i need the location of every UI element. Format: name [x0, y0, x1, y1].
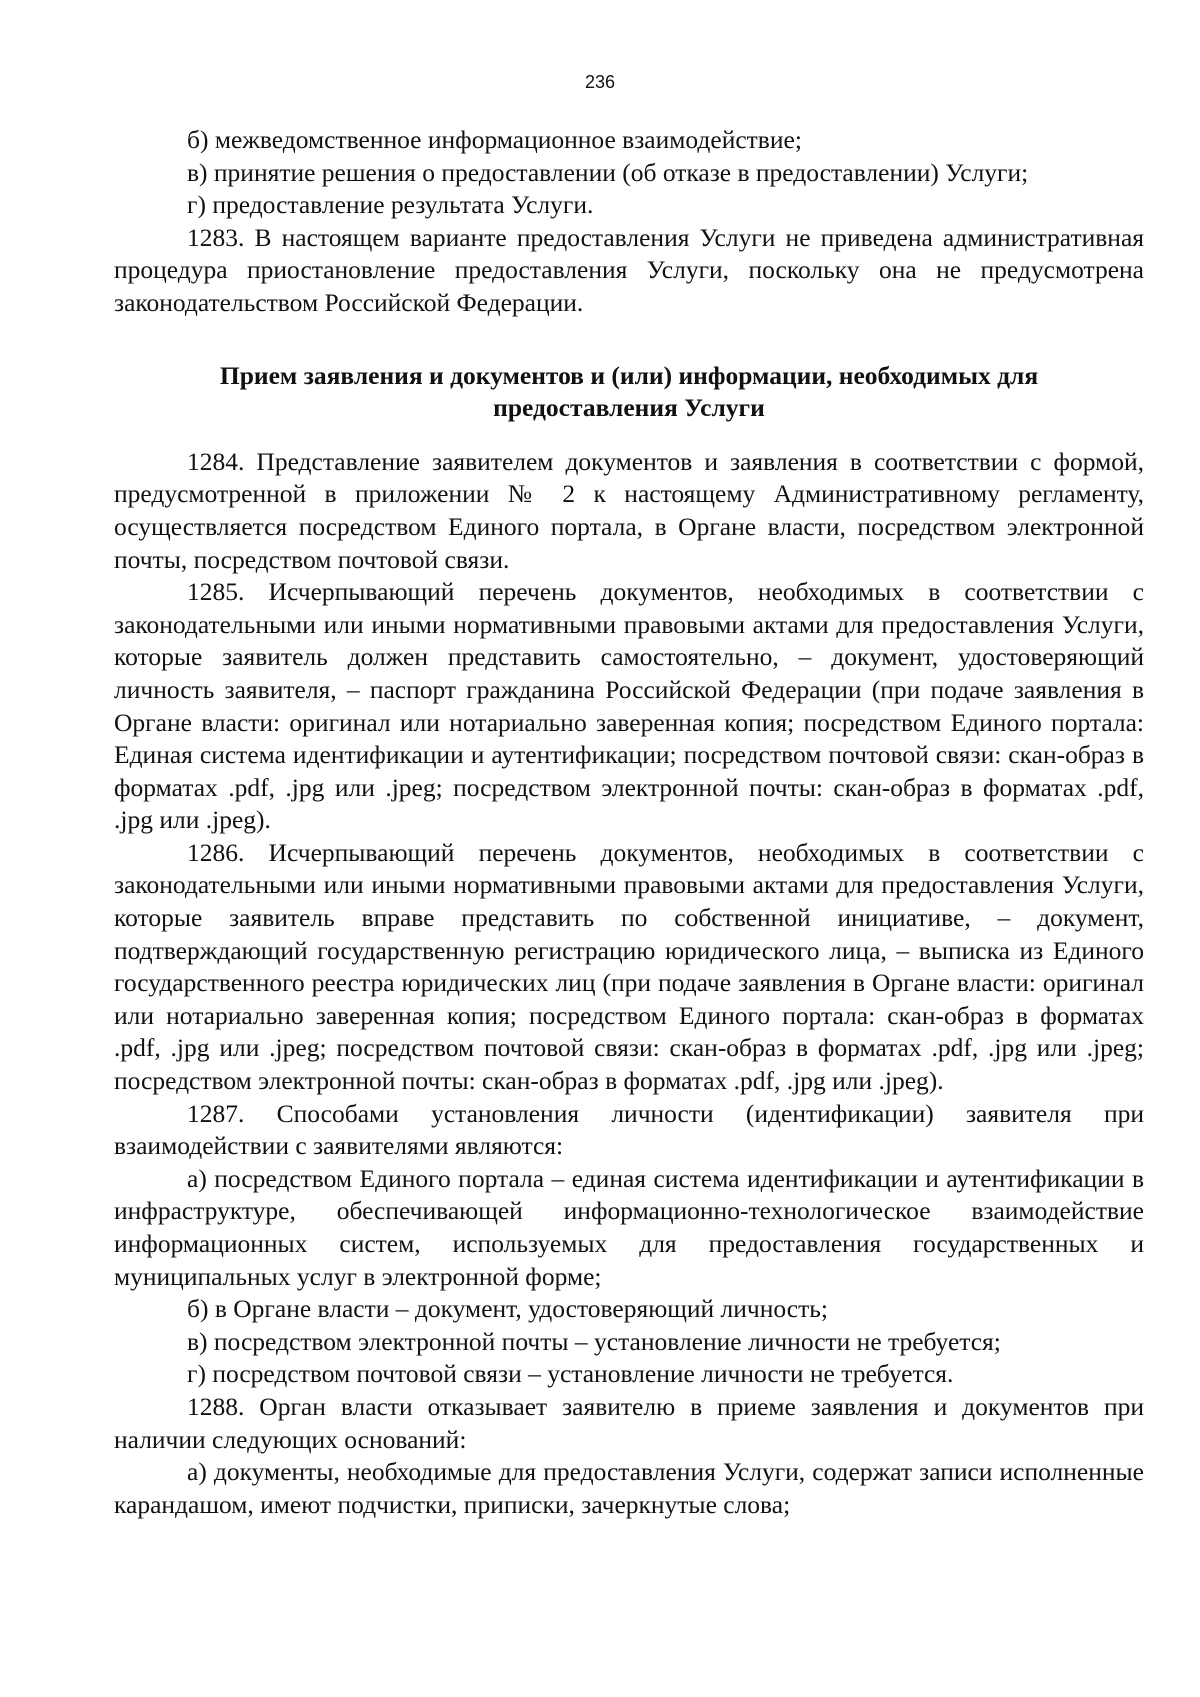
paragraph-1288: 1288. Орган власти отказывает заявителю в приеме заявления и документов при наличии следующих оснований:: [114, 1391, 1144, 1454]
paragraph-1288-a: а) документы, необходимые для предоставления Услуги, содержат записи исполненные карандашом, имеют подчистки, приписки, зачеркнутые слова;: [114, 1457, 1144, 1519]
paragraph-1286: 1286. Исчерпывающий перечень документов, необходимых в соответствии с законодательными или иными нормативными правовыми актами для предоставления Услуги, которые заявитель вправе представить по собственной инициативе, – документ, подтверждающий государственную регистрацию юридического лица, – выписка из Единого государственного реестра юридических лиц (при подаче заявления в Органе власти: оригинал или нотариально заверенная копия; посредством Единого портала: скан-образ в форматах .pdf, .jpg или .jpeg; посредством почтовой связи: скан-образ в форматах .pdf, .jpg или .jpeg; посредством электронной почты: скан-образ в форматах .pdf, .jpg или .jpeg).: [114, 837, 1144, 1096]
paragraph-1287-a: а) посредством Единого портала – единая система идентификации и аутентификации в инфраструктуре, обеспечивающей информационно-технологическое взаимодействие информационных систем, используемых для предоставления государственных и муниципальных услуг в электронной форме;: [114, 1163, 1144, 1291]
paragraph-1287-b: б) в Органе власти – документ, удостоверяющий личность;: [187, 1294, 828, 1324]
paragraph-1287-g: г) посредством почтовой связи – установление личности не требуется.: [187, 1359, 954, 1389]
heading-spacer: [114, 425, 1144, 446]
paragraph-1284: 1284. Представление заявителем документов и заявления в соответствии с формой, предусмотренной в приложении № 2 к настоящему Административному регламенту, осуществляется посредством Единого портала, в Органе власти, посредством электронной почты, посредством почтовой связи.: [114, 446, 1144, 574]
page-content: [114, 124, 1144, 1521]
section-heading-line-1: Прием заявления и документов и (или) информации, необходимых для: [219, 360, 1039, 390]
paragraph-1283: 1283. В настоящем варианте предоставления Услуги не приведена административная процедура приостановление предоставления Услуги, поскольку она не предусмотрена законодательством Российской Федерации.: [114, 222, 1144, 317]
paragraph-item-g: г) предоставление результата Услуги.: [187, 190, 594, 220]
paragraph-1287: 1287. Способами установления личности (идентификации) заявителя при взаимодействии с заявителями являются:: [114, 1098, 1144, 1161]
paragraph-item-v: в) принятие решения о предоставлении (об отказе в предоставлении) Услуги;: [187, 157, 1029, 187]
paragraph-item-b: б) межведомственное информационное взаимодействие;: [187, 125, 802, 154]
section-heading: [114, 360, 1144, 425]
paragraph-1287-v: в) посредством электронной почты – установление личности не требуется;: [187, 1326, 1001, 1356]
section-heading-line-2: предоставления Услуги: [493, 393, 765, 423]
page-number: 236: [584, 72, 616, 92]
paragraph-1285: 1285. Исчерпывающий перечень документов, необходимых в соответствии с законодательными или иными нормативными правовыми актами для предоставления Услуги, которые заявитель должен представить самостоятельно, – документ, удостоверяющий личность заявителя, – паспорт гражданина Российской Федерации (при подаче заявления в Органе власти: оригинал или нотариально заверенная копия; посредством Единого портала: Единая система идентификации и аутентификации; посредством почтовой связи: скан-образ в форматах .pdf, .jpg или .jpeg; посредством электронной почты: скан-образ в форматах .pdf, .jpg или .jpeg).: [114, 577, 1144, 835]
